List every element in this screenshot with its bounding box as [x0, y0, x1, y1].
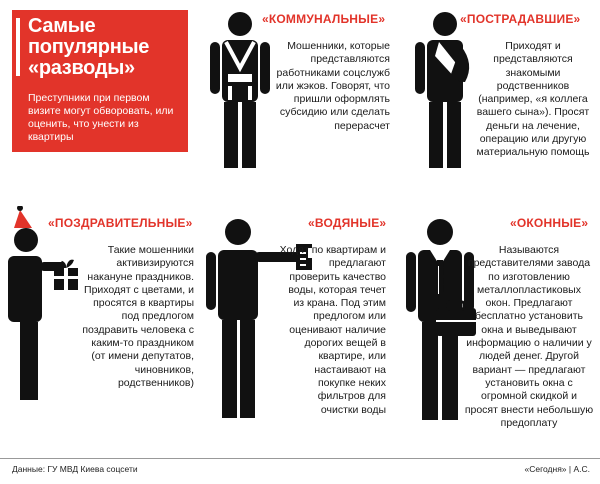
text-okonnye: Называются представителями завода по изготовлению металлопластиковых окон. Предлагают бесплатно установить окна и выведывают информацию о наличии у людей денег. Другой вариант — предлагают установить окна с огромной скидкой и просят внести небольшую предоплату — [464, 244, 594, 429]
text-vodyanye: Ходят по квартирам и предлагают проверить качество воды, которая течет из крана. Под этим предлогом или оценивают наличие дорогих вещей в квартире, или настаивают на покупке неких фильтров для очистки воды — [279, 244, 386, 416]
footer-credit: «Сегодня» | А.С. — [524, 464, 590, 474]
heading-pozdrav: «ПОЗДРАВИТЕЛЬНЫЕ» — [48, 216, 193, 230]
heading-kommunal: «КОММУНАЛЬНЫЕ» — [262, 12, 386, 26]
heading-vodyanye: «ВОДЯНЫЕ» — [308, 216, 387, 230]
text-kommunal: Мошенники, которые представляются работниками соцслужб или жэков. Говорят, что пришли оформлять субсидию или сделать перерасчет — [275, 40, 390, 132]
hero-title: Самые популярные «разводы» — [28, 15, 150, 79]
hero-subtitle: Преступники при первом визите могут обворовать, или оценить, что унести из квартиры — [28, 92, 174, 143]
heading-postradav: «ПОСТРАДАВШИЕ» — [460, 12, 581, 26]
footer-source: Данные: ГУ МВД Киева соцсети — [12, 464, 138, 474]
hero-accent-bar — [16, 18, 20, 76]
injured-figure-icon — [405, 10, 485, 170]
text-postradav: Приходят и представляются знакомыми родственников (например, «я коллега вашего сына»). Просят деньги на лечение, операцию или другую материальную помощь — [476, 40, 590, 159]
text-pozdrav: Такие мошенники активизируются накануне праздников. Приходят с цветами, и просятся в квартиры под предлогом поздравить человека с каким-то праздником (от имени депутатов, чиновников, родственников) — [82, 244, 194, 389]
hero-panel — [12, 10, 188, 152]
footer-divider — [0, 458, 600, 459]
heading-okonnye: «ОКОННЫЕ» — [510, 216, 589, 230]
